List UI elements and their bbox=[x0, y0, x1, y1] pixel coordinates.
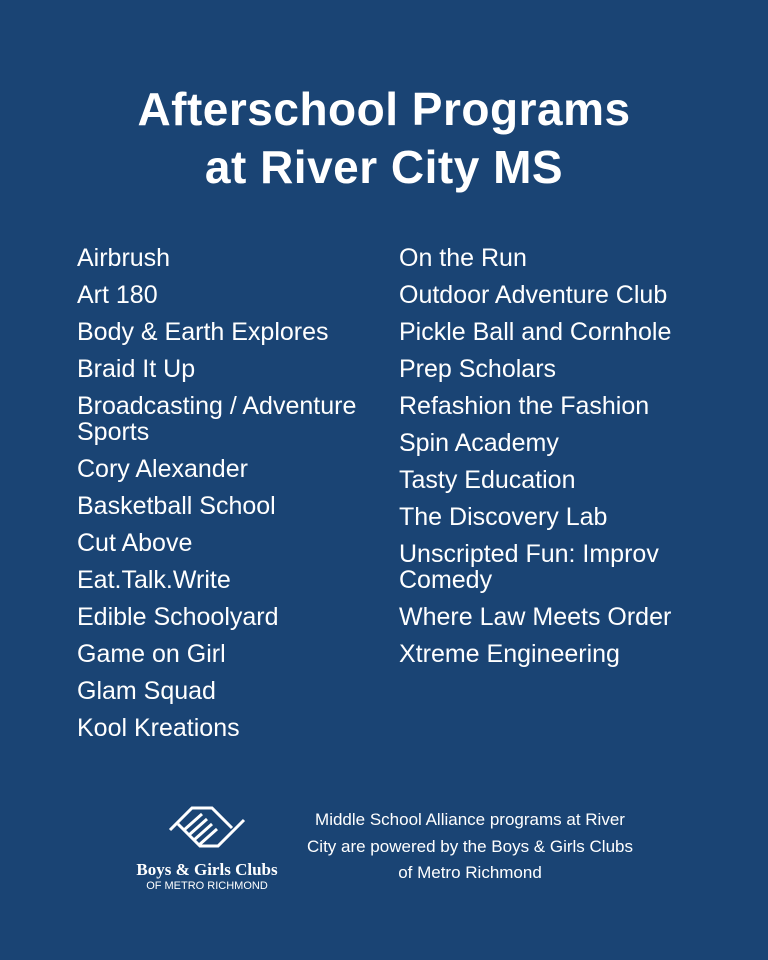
program-item: Broadcasting / Adventure Sports bbox=[77, 391, 357, 446]
handshake-logo-icon bbox=[162, 800, 252, 858]
program-list-left bbox=[77, 239, 382, 746]
program-item: Where Law Meets Order bbox=[399, 602, 672, 631]
program-item: Airbrush bbox=[77, 243, 171, 272]
program-item: Art 180 bbox=[77, 280, 158, 309]
program-item: Spin Academy bbox=[399, 428, 559, 457]
program-item: The Discovery Lab bbox=[399, 502, 608, 531]
program-item: Outdoor Adventure Club bbox=[399, 280, 668, 309]
program-item: Basketball School bbox=[77, 491, 276, 520]
program-item: Pickle Ball and Cornhole bbox=[399, 317, 672, 346]
footer-text: Middle School Alliance programs at River City are powered by the Boys & Girls Clubs of Metro Richmond bbox=[307, 810, 633, 882]
program-item: Cory Alexander bbox=[77, 454, 248, 483]
program-item: Xtreme Engineering bbox=[399, 639, 620, 668]
program-item: Kool Kreations bbox=[77, 713, 240, 742]
program-item: Cut Above bbox=[77, 528, 193, 557]
program-item: Prep Scholars bbox=[399, 354, 557, 383]
logo-name: Boys & Girls Clubs bbox=[136, 860, 278, 879]
title-line-1: Afterschool Programs bbox=[137, 83, 631, 135]
program-item: Body & Earth Explores bbox=[77, 317, 329, 346]
title-line-2: at River City MS bbox=[204, 141, 564, 193]
bgc-logo bbox=[128, 800, 286, 893]
program-item: Unscripted Fun: Improv Comedy bbox=[399, 539, 659, 594]
program-item: Tasty Education bbox=[399, 465, 576, 494]
program-item: Glam Squad bbox=[77, 676, 216, 705]
program-item: Refashion the Fashion bbox=[399, 391, 650, 420]
program-item: Eat.Talk.Write bbox=[77, 565, 231, 594]
program-item: Edible Schoolyard bbox=[77, 602, 279, 631]
program-item: Braid It Up bbox=[77, 354, 196, 383]
program-item: Game on Girl bbox=[77, 639, 226, 668]
page-title bbox=[0, 80, 768, 196]
program-item: On the Run bbox=[399, 243, 527, 272]
program-list-right bbox=[399, 239, 699, 672]
logo-subtitle: OF METRO RICHMOND bbox=[146, 880, 268, 892]
